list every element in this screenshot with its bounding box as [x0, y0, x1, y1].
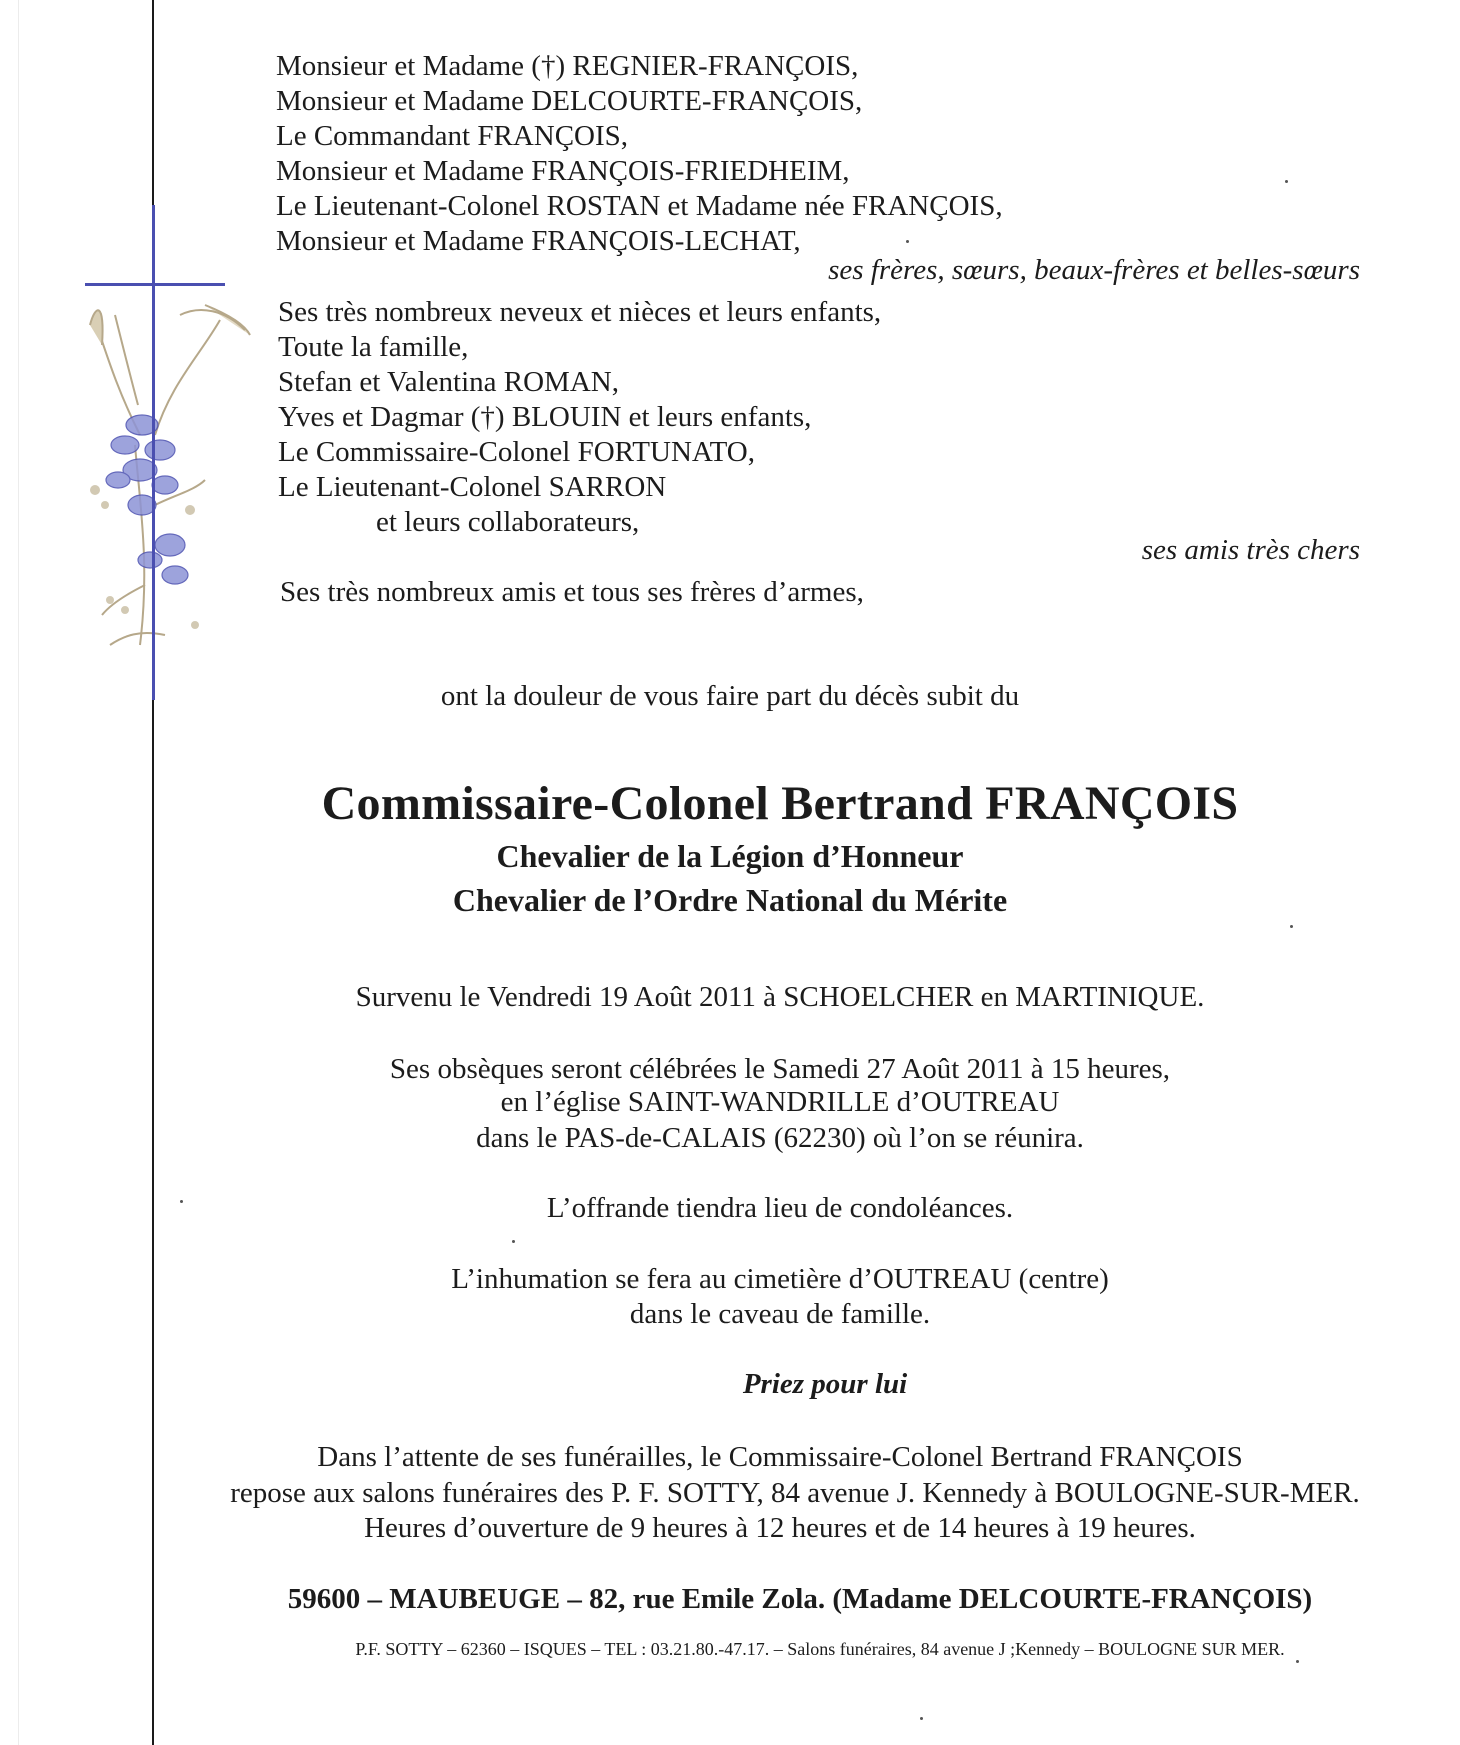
scan-speck — [1290, 925, 1293, 928]
viewing-line: repose aux salons funéraires des P. F. SOTTY, 84 avenue J. Kennedy à BOULOGNE-SUR-MER. — [230, 1477, 1360, 1509]
family-line: Monsieur et Madame DELCOURTE-FRANÇOIS, — [276, 85, 863, 117]
friends-line: Toute la famille, — [278, 331, 469, 363]
family-line: Monsieur et Madame FRANÇOIS-FRIEDHEIM, — [276, 155, 850, 187]
arms-line: Ses très nombreux amis et tous ses frères d’armes, — [280, 576, 864, 608]
honor-line: Chevalier de la Légion d’Honneur — [496, 838, 964, 874]
viewing-line: Heures d’ouverture de 9 heures à 12 heures et de 14 heures à 19 heures. — [364, 1512, 1196, 1544]
funeral-line: dans le PAS-de-CALAIS (62230) où l’on se réunira. — [476, 1122, 1084, 1154]
friends-line: Le Commissaire-Colonel FORTUNATO, — [278, 436, 755, 468]
scan-speck — [906, 240, 909, 243]
family-caption: ses frères, sœurs, beaux-frères et belles-sœurs — [828, 254, 1360, 286]
friends-line: Ses très nombreux neveux et nièces et leurs enfants, — [278, 296, 882, 328]
scan-speck — [1285, 180, 1288, 183]
death-line: Survenu le Vendredi 19 Août 2011 à SCHOELCHER en MARTINIQUE. — [355, 981, 1205, 1013]
burial-line: dans le caveau de famille. — [629, 1298, 931, 1330]
scan-speck — [512, 1240, 515, 1243]
friends-line: et leurs collaborateurs, — [376, 506, 640, 538]
friends-line: Yves et Dagmar (†) BLOUIN et leurs enfants, — [278, 401, 812, 433]
prayer-line: Priez pour lui — [742, 1368, 908, 1400]
family-line: Monsieur et Madame (†) REGNIER-FRANÇOIS, — [276, 50, 859, 82]
deceased-name: Commissaire-Colonel Bertrand FRANÇOIS — [321, 777, 1239, 830]
contact-address: 59600 – MAUBEUGE – 82, rue Emile Zola. (Madame DELCOURTE-FRANÇOIS) — [287, 1583, 1313, 1615]
funeral-line: Ses obsèques seront célébrées le Samedi 27 Août 2011 à 15 heures, — [389, 1053, 1171, 1085]
scan-edge — [18, 0, 19, 1745]
friends-line: Stefan et Valentina ROMAN, — [278, 366, 619, 398]
friends-caption: ses amis très chers — [1141, 534, 1360, 566]
scan-speck — [1296, 1660, 1299, 1663]
family-line: Monsieur et Madame FRANÇOIS-LECHAT, — [276, 225, 801, 257]
announcement: ont la douleur de vous faire part du décès subit du — [440, 680, 1020, 712]
family-line: Le Commandant FRANÇOIS, — [276, 120, 629, 152]
funeral-home-footer: P.F. SOTTY – 62360 – ISQUES – TEL : 03.21.80.-47.17. – Salons funéraires, 84 avenue J ;Kennedy – BOULOGNE SUR MER. — [355, 1639, 1285, 1659]
viewing-line: Dans l’attente de ses funérailles, le Commissaire-Colonel Bertrand FRANÇOIS — [317, 1441, 1243, 1473]
funeral-line: en l’église SAINT-WANDRILLE d’OUTREAU — [500, 1086, 1060, 1118]
honor-line: Chevalier de l’Ordre National du Mérite — [452, 882, 1008, 918]
scan-speck — [920, 1717, 923, 1720]
burial-line: L’inhumation se fera au cimetière d’OUTREAU (centre) — [451, 1263, 1109, 1295]
scan-speck — [180, 1200, 183, 1203]
offering-line: L’offrande tiendra lieu de condoléances. — [546, 1192, 1014, 1224]
cross-icon — [80, 205, 270, 705]
family-line: Le Lieutenant-Colonel ROSTAN et Madame née FRANÇOIS, — [276, 190, 1003, 222]
friends-line: Le Lieutenant-Colonel SARRON — [278, 471, 667, 503]
